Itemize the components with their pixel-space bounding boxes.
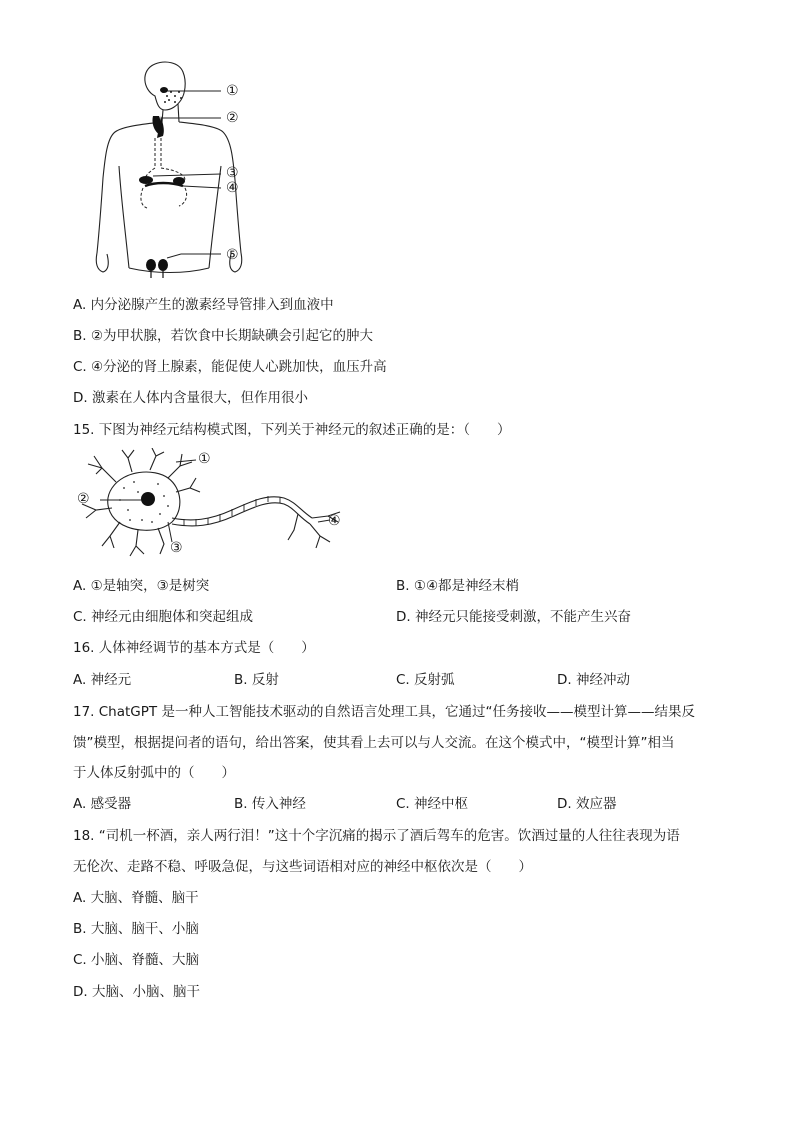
figure1-label-5: ⑤ xyxy=(226,247,239,263)
q15-option-d: D. 神经元只能接受刺激，不能产生兴奋 xyxy=(396,609,631,625)
q14-option-a: A. 内分泌腺产生的激素经导管排入到血液中 xyxy=(73,297,334,313)
human-body-diagram xyxy=(85,58,275,278)
figure1-label-2: ② xyxy=(226,110,239,126)
figure1-label-4: ④ xyxy=(226,180,239,196)
q17-line-3: 于人体反射弧中的（ ） xyxy=(73,765,235,781)
q15-option-c: C. 神经元由细胞体和突起组成 xyxy=(73,609,254,625)
q18-option-d: D. 大脑、小脑、脑干 xyxy=(73,984,200,1000)
figure1-label-3: ③ xyxy=(226,165,239,181)
neuron-label-1: ① xyxy=(198,451,211,467)
q18-line-1: 18. “司机一杯酒，亲人两行泪！”这十个字沉痛的揭示了酒后驾车的危害。饮酒过量的人往往表现为语 xyxy=(73,828,680,844)
q17-line-2: 馈”模型，根据提问者的语句，给出答案，使其看上去可以与人交流。在这个模式中，“模型计算”相当 xyxy=(73,735,675,751)
q16-option-c: C. 反射弧 xyxy=(396,672,455,688)
q16-option-a: A. 神经元 xyxy=(73,672,132,688)
q17-option-a: A. 感受器 xyxy=(73,796,132,812)
q16-stem: 16. 人体神经调节的基本方式是（ ） xyxy=(73,640,315,656)
q14-option-b: B. ②为甲状腺，若饮食中长期缺碘会引起它的肿大 xyxy=(73,328,373,344)
q18-option-c: C. 小脑、脊髓、大脑 xyxy=(73,952,200,968)
q15-stem: 15. 下图为神经元结构模式图，下列关于神经元的叙述正确的是：（ ） xyxy=(73,422,511,438)
q17-option-d: D. 效应器 xyxy=(557,796,617,812)
neuron-diagram xyxy=(72,448,362,560)
q18-option-a: A. 大脑、脊髓、脑干 xyxy=(73,890,199,906)
neuron-figure xyxy=(72,448,362,560)
neuron-label-3: ③ xyxy=(170,540,183,556)
q15-option-a: A. ①是轴突，③是树突 xyxy=(73,578,210,594)
endocrine-figure xyxy=(85,58,275,278)
q14-option-c: C. ④分泌的肾上腺素，能促使人心跳加快，血压升高 xyxy=(73,359,387,375)
q17-option-c: C. 神经中枢 xyxy=(396,796,469,812)
q16-option-b: B. 反射 xyxy=(234,672,279,688)
q17-option-b: B. 传入神经 xyxy=(234,796,306,812)
q15-option-b: B. ①④都是神经末梢 xyxy=(396,578,520,594)
q16-option-d: D. 神经冲动 xyxy=(557,672,630,688)
q18-option-b: B. 大脑、脑干、小脑 xyxy=(73,921,199,937)
q17-line-1: 17. ChatGPT 是一种人工智能技术驱动的自然语言处理工具，它通过“任务接收——模型计算——结果反 xyxy=(73,704,695,720)
figure1-label-1: ① xyxy=(226,83,239,99)
q14-option-d: D. 激素在人体内含量很大，但作用很小 xyxy=(73,390,308,406)
q18-line-2: 无伦次、走路不稳、呼吸急促，与这些词语相对应的神经中枢依次是（ ） xyxy=(73,859,532,875)
neuron-label-2: ② xyxy=(77,491,90,507)
neuron-label-4: ④ xyxy=(328,513,341,529)
